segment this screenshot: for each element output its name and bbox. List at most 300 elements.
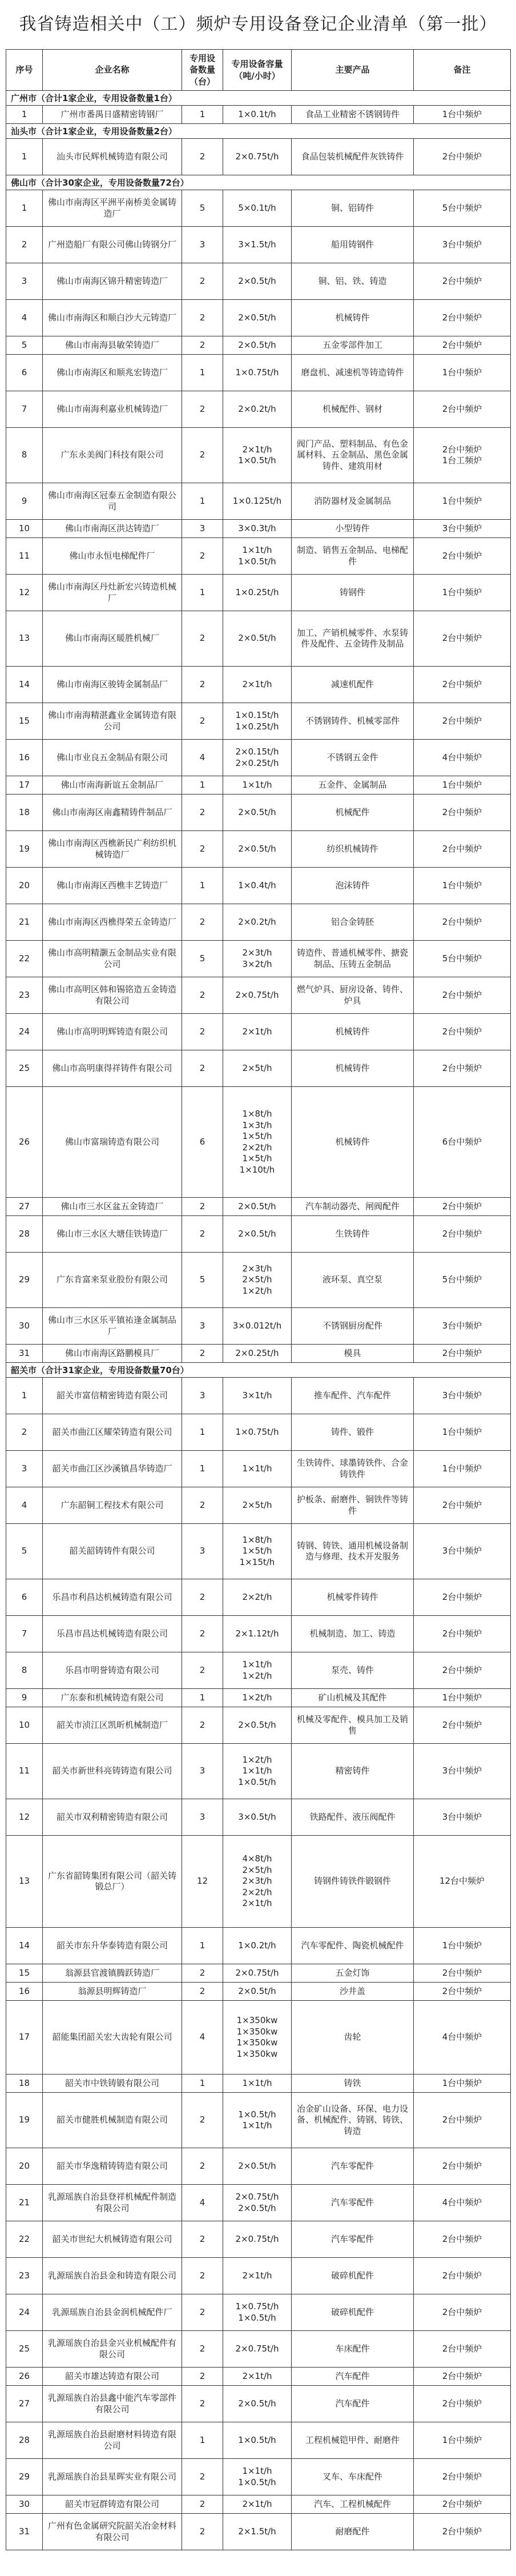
cell-capacity — [223, 776, 292, 795]
cell-products — [292, 2185, 414, 2221]
cell-products — [292, 355, 414, 391]
cell-capacity-line: 1×8t/h — [242, 1109, 272, 1119]
cell-company — [43, 2514, 182, 2550]
cell-count — [182, 520, 223, 538]
cell-count-line: 4 — [199, 2197, 205, 2208]
cell-company-line: 乳源瑶族自治县星晖实业有限公司 — [47, 2471, 176, 2482]
cell-remarks — [414, 667, 511, 703]
cell-count — [182, 1579, 223, 1616]
cell-remarks — [414, 1689, 511, 1707]
cell-products — [292, 2386, 414, 2422]
cell-company — [43, 538, 182, 575]
cell-remarks-line: 2台中频炉 — [442, 444, 482, 455]
cell-remarks — [414, 1014, 511, 1050]
cell-no — [6, 2514, 43, 2550]
cell-capacity — [223, 1216, 292, 1253]
cell-products — [292, 1928, 414, 1964]
cell-remarks — [414, 139, 511, 175]
cell-products — [292, 336, 414, 355]
cell-count-line: 4 — [199, 752, 205, 763]
cell-count-line: 3 — [199, 1320, 205, 1331]
table-row — [6, 1014, 511, 1050]
cell-no — [6, 1253, 43, 1308]
cell-company — [43, 1579, 182, 1616]
cell-capacity — [223, 611, 292, 667]
table-row — [6, 1707, 511, 1744]
cell-capacity-line: 1×0.15t/h — [235, 710, 279, 720]
cell-capacity — [223, 1378, 292, 1414]
cell-remarks — [414, 831, 511, 868]
cell-company-line: 韶关市浈江区凯昕机械制造厂 — [56, 1719, 168, 1730]
table-row — [6, 1050, 511, 1087]
cell-remarks-line: 3台中频炉 — [442, 239, 482, 250]
cell-count — [182, 483, 223, 520]
cell-capacity-line: 2×0.75t/h — [235, 1967, 279, 1978]
cell-capacity — [223, 2294, 292, 2331]
cell-capacity — [223, 355, 292, 391]
cell-count — [182, 336, 223, 355]
cell-count-line: 5 — [199, 1274, 205, 1285]
section-title: 汕头市（合计1家企业，专用设备数量2台） — [6, 124, 511, 139]
cell-capacity-line: 1×1t/h — [242, 779, 272, 790]
cell-no — [6, 776, 43, 795]
cell-count — [182, 1964, 223, 1983]
cell-capacity-line: 2×5t/h — [242, 1864, 272, 1875]
cell-company — [43, 2331, 182, 2368]
cell-products — [292, 1964, 414, 1983]
cell-capacity-line: 1×2t/h — [242, 1754, 272, 1765]
cell-count — [182, 139, 223, 175]
cell-no — [6, 2422, 43, 2459]
cell-company — [43, 1198, 182, 1216]
cell-remarks — [414, 2258, 511, 2294]
cell-no-line: 28 — [18, 2434, 30, 2445]
table-row — [6, 1487, 511, 1524]
cell-products-line: 铸铁 — [344, 2077, 361, 2088]
cell-remarks — [414, 1378, 511, 1414]
cell-count-line: 2 — [199, 2370, 205, 2381]
cell-company — [43, 355, 182, 391]
cell-capacity-line: 2×2t/h — [242, 1887, 272, 1897]
cell-products — [292, 2294, 414, 2331]
cell-capacity-line: 2×3t/h — [242, 1263, 272, 1274]
cell-remarks-line: 2台中频炉 — [442, 679, 482, 689]
cell-products-line: 铸钢件 — [339, 587, 365, 597]
table-row — [6, 868, 511, 904]
cell-remarks-line: 1台中频炉 — [442, 587, 482, 597]
table-row — [6, 904, 511, 941]
cell-company-line: 乳源瑶族自治县登祥机械配件制造有限公司 — [47, 2192, 176, 2213]
table-row — [6, 575, 511, 611]
table-row — [6, 139, 511, 175]
cell-no-line: 20 — [18, 880, 30, 890]
cell-products-line: 铸钢件铸铁件锻钢件 — [313, 1876, 391, 1887]
cell-no — [6, 1836, 43, 1928]
cell-capacity-line: 3×1.5t/h — [238, 239, 276, 250]
cell-no — [6, 1964, 43, 1983]
cell-company-line: 佛山市南海区丹灶新宏兴铸造机械厂 — [47, 581, 176, 603]
cell-no-line: 12 — [18, 587, 30, 597]
cell-capacity-line: 1×15t/h — [239, 1556, 275, 1567]
cell-no-line: 3 — [21, 1463, 27, 1474]
cell-count — [182, 1014, 223, 1050]
cell-company-line: 韶关市华逸精铸铸造有限公司 — [56, 2160, 168, 2171]
table-row — [6, 1087, 511, 1198]
table-row — [6, 2514, 511, 2550]
cell-no — [6, 1707, 43, 1744]
cell-company — [43, 2185, 182, 2221]
cell-products — [292, 1983, 414, 2001]
cell-capacity-line: 2×0.5t/h — [238, 806, 276, 817]
cell-no-line: 1 — [21, 1390, 27, 1401]
cell-capacity-line: 2×5t/h — [242, 1499, 272, 1510]
cell-remarks — [414, 355, 511, 391]
cell-no — [6, 740, 43, 776]
cell-no-line: 14 — [18, 1940, 30, 1951]
cell-no-line: 11 — [18, 550, 30, 561]
cell-no-line: 26 — [18, 2370, 30, 2381]
cell-count — [182, 1216, 223, 1253]
cell-count-line: 12 — [196, 1876, 208, 1887]
cell-remarks — [414, 1964, 511, 1983]
cell-remarks-line: 3台中频炉 — [442, 1766, 482, 1776]
cell-remarks — [414, 1253, 511, 1308]
table-row — [6, 1253, 511, 1308]
cell-capacity-line: 5×0.1t/h — [238, 202, 276, 213]
cell-remarks — [414, 2093, 511, 2148]
cell-products-line: 冶金矿山设备、环保、电力设备、机械配件、铸钢、铸铁、铸造 — [296, 2103, 408, 2136]
cell-products-line: 矿山机械及其配件 — [318, 1692, 387, 1703]
cell-count-line: 2 — [199, 916, 205, 927]
cell-count — [182, 106, 223, 124]
cell-products — [292, 263, 414, 300]
table-row — [6, 611, 511, 667]
cell-company-line: 佛山市高明康得祥铸件有限公司 — [52, 1062, 172, 1073]
cell-company-line: 佛山市南海区暖胜机械厂 — [64, 633, 159, 644]
cell-no — [6, 1579, 43, 1616]
cell-capacity-line: 3×0.012t/h — [232, 1320, 282, 1331]
cell-capacity-line: 1×1t/h — [242, 2120, 272, 2130]
cell-no-line: 27 — [18, 2398, 30, 2409]
cell-count — [182, 428, 223, 483]
cell-remarks — [414, 1707, 511, 1744]
cell-no-line: 13 — [18, 1876, 30, 1887]
cell-count — [182, 977, 223, 1014]
cell-no — [6, 1087, 43, 1198]
cell-products — [292, 1744, 414, 1799]
cell-capacity-line: 2×0.2t/h — [238, 916, 276, 927]
cell-company — [43, 795, 182, 831]
cell-no-line: 1 — [21, 202, 27, 213]
cell-no-line: 17 — [18, 2032, 30, 2043]
cell-remarks-line: 3台中频炉 — [442, 1811, 482, 1822]
cell-products-line: 机械制造、加工、铸造 — [309, 1628, 396, 1639]
cell-company — [43, 2459, 182, 2495]
cell-products-line: 破碎机配件 — [330, 2306, 374, 2317]
cell-products — [292, 1198, 414, 1216]
cell-products-line: 汽车零配件 — [330, 2233, 374, 2244]
cell-company — [43, 611, 182, 667]
cell-company-line: 佛山市南海区锦升精密铸造厂 — [56, 275, 168, 286]
cell-products-line: 汽车配件 — [335, 2370, 370, 2381]
cell-no — [6, 2093, 43, 2148]
cell-no-line: 22 — [18, 2233, 30, 2244]
cell-capacity-line: 1×350kw — [236, 2037, 278, 2048]
section-title: 广州市（合计1家企业，专用设备数量1台） — [6, 91, 511, 106]
cell-remarks-line: 2台中频炉 — [442, 2498, 482, 2509]
cell-products — [292, 106, 414, 124]
cell-count — [182, 1836, 223, 1928]
cell-products — [292, 2459, 414, 2495]
cell-capacity-line: 2×0.5t/h — [238, 1985, 276, 1996]
cell-remarks-line: 1台工频炉 — [442, 455, 482, 466]
cell-capacity-line: 1×3t/h — [242, 1120, 272, 1130]
cell-remarks — [414, 703, 511, 740]
cell-products-line: 生铁铸件 — [335, 1228, 370, 1239]
table-row — [6, 667, 511, 703]
cell-remarks-line: 2台中频炉 — [442, 2306, 482, 2317]
cell-products-line: 耐磨配件 — [335, 2526, 370, 2537]
cell-company — [43, 1216, 182, 1253]
cell-count — [182, 1378, 223, 1414]
cell-capacity-line: 1×5t/h — [242, 1131, 272, 1141]
cell-remarks-line: 1台中频炉 — [442, 495, 482, 506]
cell-count-line: 2 — [199, 1062, 205, 1073]
cell-capacity — [223, 904, 292, 941]
cell-capacity — [223, 2459, 292, 2495]
table-row — [6, 1799, 511, 1836]
cell-remarks — [414, 1652, 511, 1689]
table-row — [6, 2294, 511, 2331]
cell-products-line: 护板条、耐磨件、铜铁件等铸件 — [296, 1494, 408, 1516]
cell-products-line: 铝合金铸胚 — [330, 916, 374, 927]
cell-products-line: 减速机配件 — [330, 679, 374, 689]
cell-count — [182, 2294, 223, 2331]
cell-count-line: 5 — [199, 953, 205, 964]
cell-count-line: 2 — [199, 2306, 205, 2317]
cell-capacity — [223, 483, 292, 520]
cell-capacity — [223, 1524, 292, 1579]
cell-count-line: 1 — [199, 1463, 205, 1474]
cell-capacity — [223, 667, 292, 703]
cell-products-line: 不锈钢铸件、机械零部件 — [305, 715, 400, 726]
cell-no — [6, 1799, 43, 1836]
cell-products-line: 汽车制动器壳、闸阀配件 — [305, 1201, 400, 1211]
cell-products-line: 沙井盖 — [339, 1985, 365, 1996]
cell-count — [182, 1689, 223, 1707]
cell-no — [6, 2294, 43, 2331]
cell-capacity — [223, 1308, 292, 1345]
cell-remarks-line: 2台中频炉 — [442, 1026, 482, 1037]
cell-capacity — [223, 575, 292, 611]
cell-capacity-line: 2×0.5t/h — [238, 275, 276, 286]
cell-remarks — [414, 2331, 511, 2368]
cell-count — [182, 1524, 223, 1579]
cell-company-line: 佛山市南海县敏荣铸造厂 — [64, 339, 159, 350]
cell-remarks-line: 4台中频炉 — [442, 2197, 482, 2208]
cell-remarks — [414, 1616, 511, 1652]
table-row — [6, 190, 511, 227]
cell-no — [6, 1487, 43, 1524]
cell-company — [43, 1253, 182, 1308]
cell-no-line: 12 — [18, 1811, 30, 1822]
cell-company-line: 佛山市南海区和顺兆宏铸造厂 — [56, 367, 168, 378]
cell-remarks — [414, 1524, 511, 1579]
cell-remarks — [414, 2422, 511, 2459]
cell-no — [6, 483, 43, 520]
cell-products — [292, 1616, 414, 1652]
cell-products-line: 液环泵、真空泵 — [322, 1274, 382, 1285]
cell-capacity — [223, 703, 292, 740]
cell-company — [43, 1087, 182, 1198]
table-row — [6, 355, 511, 391]
cell-company — [43, 2368, 182, 2386]
cell-no — [6, 1744, 43, 1799]
cell-no — [6, 1216, 43, 1253]
cell-no-line: 24 — [18, 2306, 30, 2317]
cell-remarks-line: 2台中频炉 — [442, 1201, 482, 1211]
cell-count-line: 2 — [199, 151, 205, 162]
cell-company — [43, 428, 182, 483]
cell-company-line: 广东肯富来泵业股份有限公司 — [56, 1274, 168, 1285]
cell-count-line: 2 — [199, 679, 205, 689]
cell-no — [6, 355, 43, 391]
cell-company-line: 韶关市新世科亮铸铸造有限公司 — [52, 1766, 172, 1776]
cell-count — [182, 703, 223, 740]
cell-count-line: 2 — [199, 339, 205, 350]
cell-products — [292, 1308, 414, 1345]
cell-company-line: 佛山市高明明辉铸造有限公司 — [56, 1026, 168, 1037]
cell-count-line: 1 — [199, 495, 205, 506]
cell-no — [6, 703, 43, 740]
cell-products — [292, 740, 414, 776]
cell-company — [43, 1799, 182, 1836]
cell-count — [182, 1198, 223, 1216]
cell-capacity-line: 2×0.5t/h — [238, 1719, 276, 1730]
cell-remarks-line: 1台中频炉 — [442, 1463, 482, 1474]
cell-no — [6, 977, 43, 1014]
table-row — [6, 1345, 511, 1363]
cell-capacity-line: 1×0.5t/h — [238, 2477, 276, 2487]
cell-products-line: 汽车零配件 — [330, 2160, 374, 2171]
cell-company — [43, 2001, 182, 2075]
cell-company-line: 韶关市雄达铸造有限公司 — [64, 2370, 159, 2381]
cell-count — [182, 904, 223, 941]
cell-products-line: 不锈钢厨房配件 — [322, 1320, 382, 1331]
cell-products-line: 精密铸件 — [335, 1766, 370, 1776]
cell-count-line: 2 — [199, 1628, 205, 1639]
cell-no-line: 24 — [18, 1026, 30, 1037]
table-row — [6, 2422, 511, 2459]
cell-remarks-line: 3台中频炉 — [442, 523, 482, 533]
cell-count — [182, 2221, 223, 2258]
cell-capacity-line: 1×0.75t/h — [235, 1426, 279, 1437]
cell-capacity — [223, 1198, 292, 1216]
table-row — [6, 300, 511, 336]
cell-no-line: 8 — [21, 450, 27, 460]
cell-company-line: 韶关市东升华泰铸造有限公司 — [56, 1940, 168, 1951]
cell-count — [182, 941, 223, 977]
cell-remarks-line: 1台中频炉 — [442, 1940, 482, 1951]
table-row — [6, 2368, 511, 2386]
cell-products-line: 铸件、锻件 — [330, 1426, 374, 1437]
cell-remarks — [414, 1487, 511, 1524]
cell-remarks — [414, 1451, 511, 1487]
cell-remarks — [414, 977, 511, 1014]
cell-products — [292, 2075, 414, 2093]
cell-products-line: 铸造件、普通机械零件、搪瓷制品、压铸五金制品 — [296, 948, 408, 969]
cell-company — [43, 227, 182, 263]
cell-products-line: 加工、产销机械零件、水泵铸件及配件、五金铸件及制品 — [296, 627, 408, 649]
cell-capacity-line: 1×0.75t/h — [235, 2301, 279, 2312]
cell-no — [6, 2148, 43, 2185]
cell-company-line: 佛山市南海区洪达铸造厂 — [64, 523, 159, 533]
cell-remarks — [414, 2185, 511, 2221]
cell-capacity — [223, 1983, 292, 2001]
cell-company-line: 乳源瑶族自治县鑫中能汽车零部件有限公司 — [47, 2393, 176, 2414]
cell-no — [6, 2221, 43, 2258]
cell-capacity-line: 1×0.5t/h — [238, 455, 276, 466]
cell-capacity-line: 2×1t/h — [242, 444, 272, 455]
table-row — [6, 831, 511, 868]
cell-no-line: 4 — [21, 1499, 27, 1510]
cell-remarks — [414, 2294, 511, 2331]
cell-company — [43, 190, 182, 227]
cell-capacity-line: 2×5t/h — [242, 1274, 272, 1285]
cell-capacity-line: 1×0.75t/h — [235, 367, 279, 378]
table-row — [6, 336, 511, 355]
cell-products — [292, 1579, 414, 1616]
cell-capacity-line: 1×1t/h — [242, 2077, 272, 2088]
cell-count-line: 2 — [199, 1719, 205, 1730]
cell-company — [43, 300, 182, 336]
cell-count — [182, 2148, 223, 2185]
table-row — [6, 1524, 511, 1579]
cell-capacity — [223, 520, 292, 538]
cell-company-line: 翁源县明辉铸造厂 — [78, 1985, 147, 1996]
cell-company — [43, 2422, 182, 2459]
table-header-row — [6, 50, 511, 91]
cell-products — [292, 868, 414, 904]
cell-capacity-line: 2×0.5t/h — [238, 1201, 276, 1211]
cell-count — [182, 1414, 223, 1451]
cell-capacity — [223, 1744, 292, 1799]
cell-no-line: 7 — [21, 403, 27, 414]
cell-remarks-line: 2台中频炉 — [442, 715, 482, 726]
cell-capacity — [223, 2185, 292, 2221]
cell-products — [292, 2258, 414, 2294]
cell-capacity-line: 2×1t/h — [242, 2498, 272, 2509]
cell-company — [43, 667, 182, 703]
cell-capacity-line: 2×1.12t/h — [235, 1628, 279, 1639]
cell-capacity — [223, 391, 292, 428]
cell-company-line: 广东韶铜工程技术有限公司 — [61, 1499, 164, 1510]
cell-count — [182, 2386, 223, 2422]
cell-count — [182, 1652, 223, 1689]
cell-company — [43, 1308, 182, 1345]
cell-capacity — [223, 1451, 292, 1487]
cell-products-line: 机械配件、钢材 — [322, 403, 382, 414]
cell-company-line: 韶关市曲江区耀荣铸造有限公司 — [52, 1426, 172, 1437]
cell-remarks — [414, 2386, 511, 2422]
cell-count — [182, 263, 223, 300]
cell-capacity-line: 2×0.2t/h — [238, 403, 276, 414]
cell-capacity — [223, 1707, 292, 1744]
cell-no-line: 18 — [18, 806, 30, 817]
cell-count-line: 2 — [199, 2398, 205, 2409]
cell-products-line: 机械配件 — [335, 806, 370, 817]
cell-no-line: 7 — [21, 1628, 27, 1639]
